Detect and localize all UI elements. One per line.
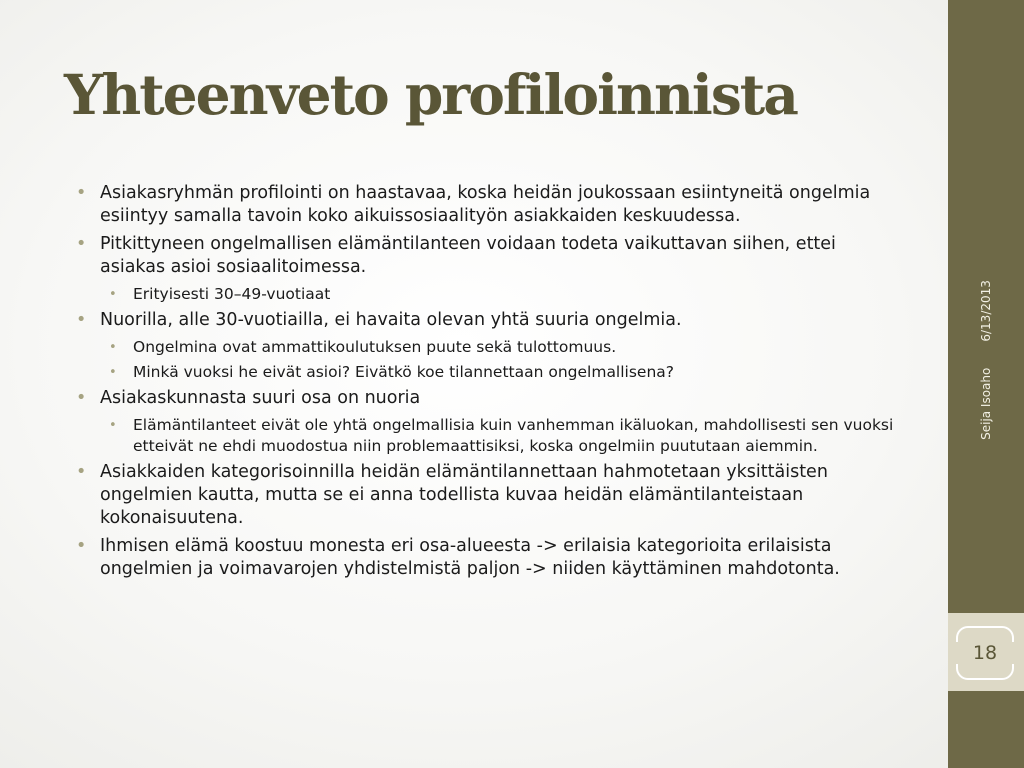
- bullet-dot-icon: •: [76, 462, 87, 482]
- bullet-text: Asiakkaiden kategorisoinnilla heidän elämäntilannettaan hahmotetaan yksittäisten ongelmien kautta, mutta se ei anna todellista kuvaa heidän elämäntilanteistaan kokonaisuutena.: [100, 462, 828, 528]
- bullet-list: [70, 182, 900, 586]
- bullet-dot-icon: •: [76, 310, 87, 330]
- bullet-text: Ihmisen elämä koostuu monesta eri osa-alueesta -> erilaisia kategorioita erilaisista ongelmien ja voimavarojen yhdistelmistä paljon -> niiden käyttäminen mahdotonta.: [100, 536, 840, 579]
- bullet-text: Pitkittyneen ongelmallisen elämäntilanteen voidaan todeta vaikuttavan siihen, ettei asiakas asioi sosiaalitoimessa.: [100, 234, 836, 277]
- bullet-dot-icon: •: [76, 183, 87, 203]
- bullet-dot-icon: •: [109, 287, 117, 302]
- bullet-item: [70, 461, 900, 530]
- bullet-text: Erityisesti 30–49-vuotiaat: [133, 285, 331, 303]
- sub-bullet-item: [105, 337, 900, 358]
- bullet-text: Ongelmina ovat ammattikoulutuksen puute sekä tulottomuus.: [133, 338, 617, 356]
- bullet-dot-icon: •: [109, 365, 117, 380]
- bullet-text: Minkä vuoksi he eivät asioi? Eivätkö koe tilannettaan ongelmallisena?: [133, 363, 675, 381]
- slide-title: Yhteenveto profiloinnista: [64, 62, 797, 127]
- bullet-dot-icon: •: [76, 388, 87, 408]
- sub-bullet-item: [105, 362, 900, 383]
- bullet-item: [70, 309, 900, 332]
- bullet-text: Asiakasryhmän profilointi on haastavaa, koska heidän joukossaan esiintyneitä ongelmia esiintyy samalla tavoin koko aikuissosiaalityön asiakkaiden keskuudessa.: [100, 183, 871, 226]
- bullet-item: [70, 233, 900, 279]
- bullet-dot-icon: •: [76, 536, 87, 556]
- page-number: 18: [972, 642, 998, 664]
- footer-vertical-text: [979, 280, 993, 440]
- sub-bullet-item: [105, 415, 900, 457]
- bullet-dot-icon: •: [109, 418, 117, 433]
- footer-author: Seija Isoaho: [979, 367, 993, 440]
- sub-bullet-item: [105, 284, 900, 305]
- footer-date: 6/13/2013: [979, 280, 993, 342]
- bullet-text: Nuorilla, alle 30-vuotiailla, ei havaita olevan yhtä suuria ongelmia.: [100, 310, 682, 330]
- bullet-item: [70, 535, 900, 581]
- bullet-text: Asiakaskunnasta suuri osa on nuoria: [100, 388, 421, 408]
- bullet-item: [70, 182, 900, 228]
- bullet-dot-icon: •: [109, 340, 117, 355]
- bullet-text: Elämäntilanteet eivät ole yhtä ongelmallisia kuin vanhemman ikäluokan, mahdollisesti sen vuoksi etteivät ne ehdi muodostua niin problemaattisiksi, koska ongelmiin puututaan aiemmin.: [133, 416, 894, 455]
- bullet-item: [70, 387, 900, 410]
- bullet-dot-icon: •: [76, 234, 87, 254]
